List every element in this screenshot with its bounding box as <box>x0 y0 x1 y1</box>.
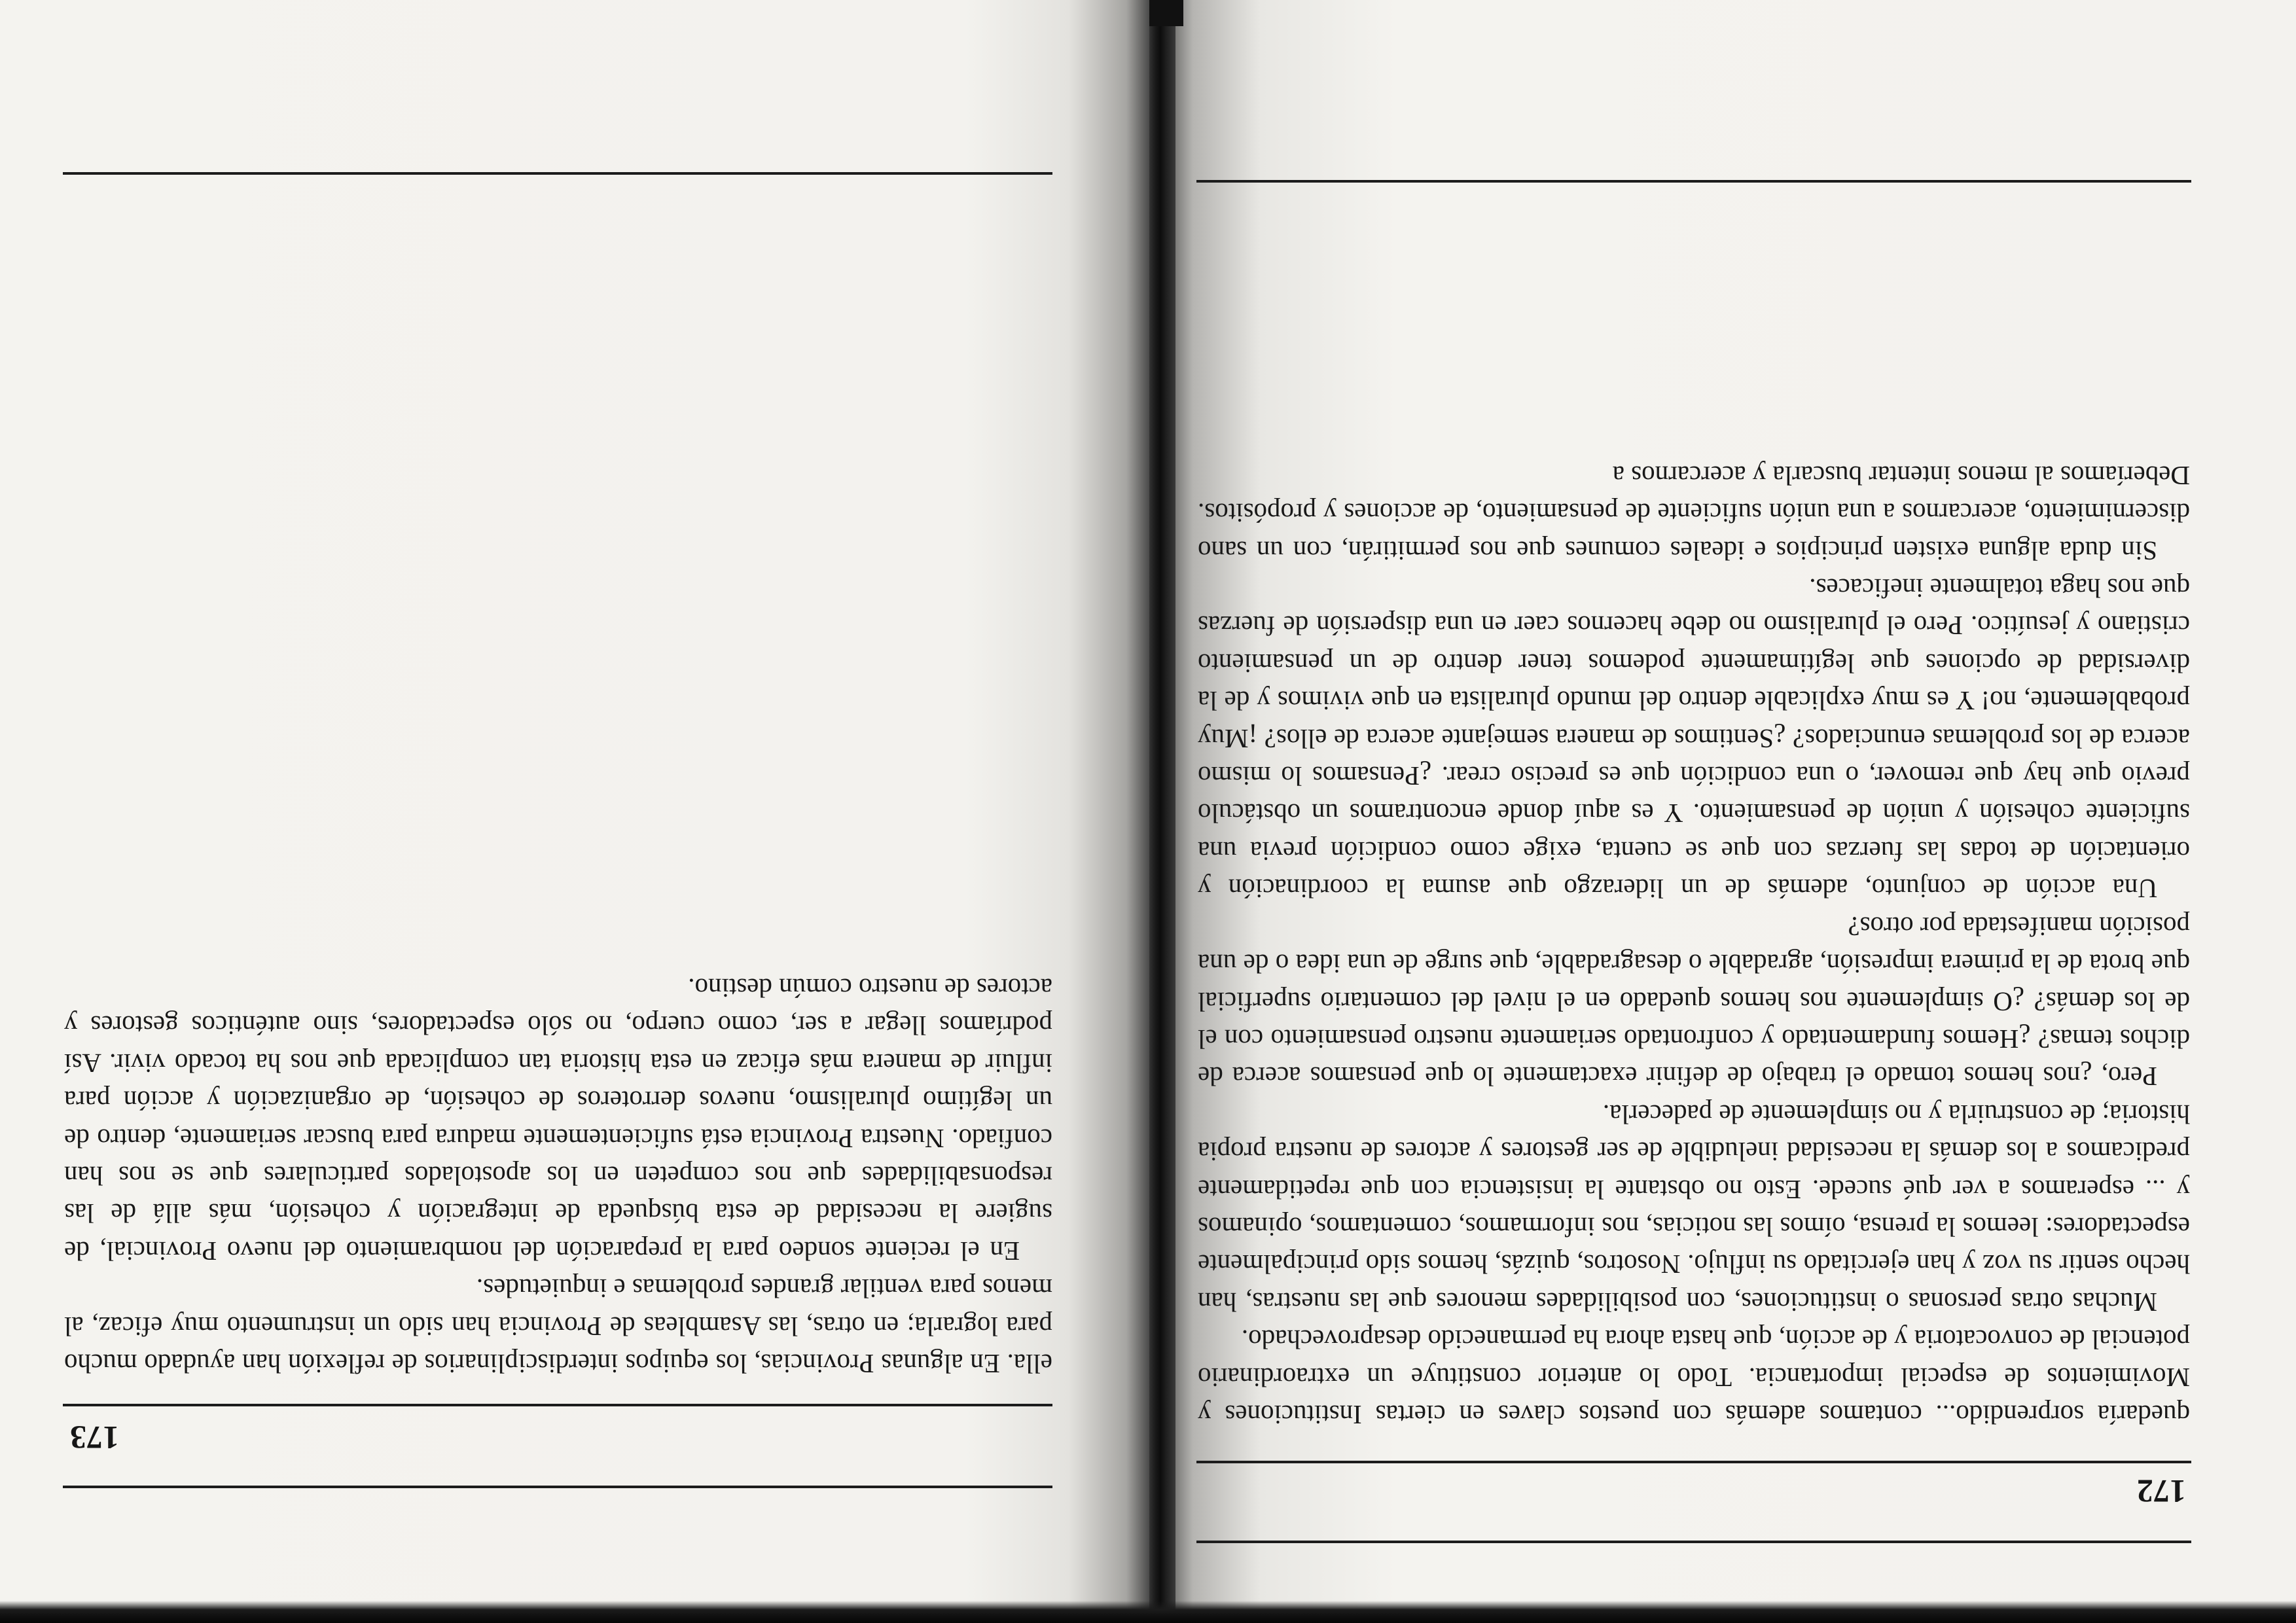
page-number: 172 <box>2137 1473 2186 1510</box>
paragraph: Muchas otras personas o instituciones, con posibilidades menores que las nuestras, han hecho sentir su voz y han ejercitado su influjo. Nosotros, quizás, hemos sido principalmente espectadores: leemos la prensa, oímos las noticias, nos informamos, comentamos, opinamos y ... esperamos a ver qué sucede. Esto no obstante la insistencia con que repetidamente predicamos a los demás la necesidad ineludible de ser gestores y actores de nuestra propia historia; de construirla y no simplemente de padecerla. <box>1198 1099 2190 1317</box>
header-rule-bottom <box>1196 1461 2191 1463</box>
footer-rule <box>1196 180 2191 183</box>
header-rule-top <box>1196 1541 2191 1543</box>
paragraph: ella. En algunas Provincias, los equipos interdisciplinarios de reflexión han ayudado mucho para lograrla; en otras, las Asambleas de Provincia han sido un instrumento muy eficaz, al menos para ventilar grandes problemas e inquietudes. <box>64 1274 1052 1379</box>
paragraph: Pero, ¿nos hemos tomado el trabajo de definir exactamente lo que pensamos acerca de dichos temas? ¿Hemos fundamentado y confrontado seriamente nuestro pensamiento con el de los demás? ¿O simplemente nos hemos quedado en el nivel del comentario superficial que brota de la primera impresión, agradable o desagradable, que surge de una idea o de una posición manifestada por otros? <box>1198 911 2190 1092</box>
paragraph: Sin duda alguna existen principios e ideales comunes que nos permitirán, con un sano discernimiento, acercarnos a una unión suficiente de pensamiento, de acciones y propósitos. Deberíamos al menos intentar buscarla y acercarnos a <box>1198 460 2190 566</box>
header-rule-top <box>63 1486 1052 1488</box>
scan-edge-shadow <box>0 1601 2296 1623</box>
paragraph: quedaría sorprendido... contamos además con puestos claves en ciertas Instituciones y Movimientos de especial importancia. Todo lo anterior constituye un extraordinario potencial de convocatoria y de acción, que hasta ahora ha permanecido desaprovechado. <box>1198 1325 2190 1430</box>
page-body <box>64 969 1052 1382</box>
page-body <box>1198 456 2190 1433</box>
paragraph: En el reciente sondeo para la preparación del nombramiento del nuevo Provincial, de sugiere la necesidad de esta búsqueda de integración y cohesión, más allá de las responsabilidades que nos competen en los apostolados particulares que se nos han confiado. Nuestra Provincia está suficientemente madura para buscar seriamente, dentro de un legítimo pluralismo, nuevos derroteros de cohesión, de organización y acción para influir de manera más eficaz en esta historia tan complicada que nos ha tocado vivir. Así podríamos llegar a ser, como cuerpo, no sólo espectadores, sino auténticos gestores y actores de nuestro común destino. <box>64 972 1052 1266</box>
header-rule-bottom <box>63 1404 1052 1406</box>
page-number: 173 <box>70 1419 119 1456</box>
footer-rule <box>63 172 1052 175</box>
paragraph: Una acción de conjunto, además de un liderazgo que asuma la coordinación y orientación de todas las fuerzas con que se cuenta, exige como condición previa una suficiente cohesión y unión de pensamiento. Y es aquí donde encontramos un obstáculo previo que hay que remover, o una condición que es preciso crear. ¿Pensamos lo mismo acerca de los problemas enunciados? ¿Sentimos de manera semejante acerca de ellos? ¡Muy probablemente, no! Y es muy explicable dentro del mundo pluralista en que vivimos y de la diversidad de opciones que legítimamente podemos tener dentro de un pensamiento cristiano y jesuítico. Pero el pluralismo no debe hacernos caer en una dispersión de fuerzas que nos haga totalmente ineficaces. <box>1198 573 2190 904</box>
page-172 <box>1170 0 2296 1623</box>
